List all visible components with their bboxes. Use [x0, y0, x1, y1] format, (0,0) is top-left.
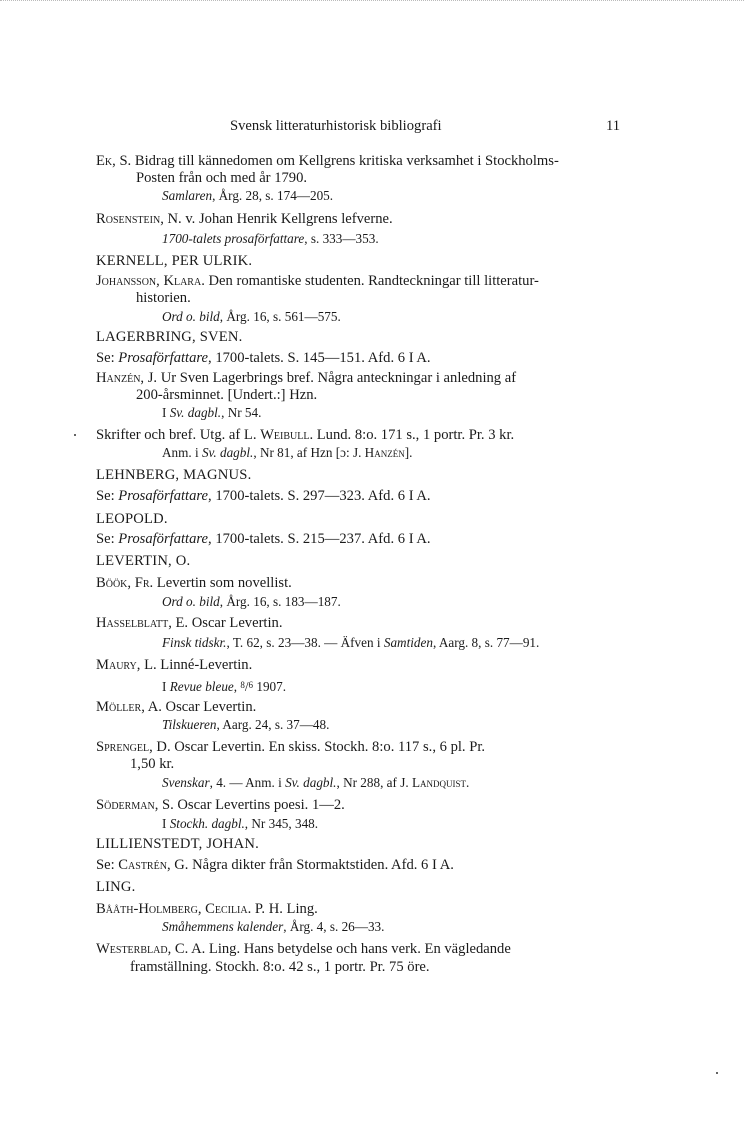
entry-book: Böök, Fr. Levertin som novellist. [96, 575, 292, 591]
entry-westerblad: Westerblad, C. A. Ling. Hans betydelse och hans verk. En vägledande [96, 941, 511, 957]
entry-sprengel: Sprengel, D. Oscar Levertin. En skiss. Stockh. 8:o. 117 s., 6 pl. Pr. [96, 739, 486, 755]
entry-sprengel-review: Svenskar, 4. — Anm. i Sv. dagbl., Nr 288, af J. Landquist. [162, 775, 470, 790]
heading-lillienstedt: LILLIENSTEDT, JOHAN. [96, 836, 260, 852]
entry-baath-holmberg: Bååth-Holmberg, Cecilia. P. H. Ling. [96, 901, 318, 917]
entry-book-source: Ord o. bild, Årg. 16, s. 183—187. [162, 594, 341, 609]
entry-hasselblatt-source: Finsk tidskr., T. 62, s. 23—38. — Äfven i Samtiden, Aarg. 8, s. 77—91. [162, 635, 540, 650]
entry-hanzen-cont: 200-årsminnet. [Undert.:] Hzn. [136, 387, 318, 403]
entry-ek-cont: Posten från och med år 1790. [136, 170, 308, 186]
entry-moller-source: Tilskueren, Aarg. 24, s. 37—48. [162, 717, 330, 732]
heading-leopold: LEOPOLD. [96, 511, 168, 527]
entry-baath-holmberg-source: Småhemmens kalender, Årg. 4, s. 26—33. [162, 919, 385, 934]
entry-maury: Maury, L. Linné-Levertin. [96, 657, 253, 673]
entry-lillienstedt-see: Se: Castrén, G. Några dikter från Stormaktstiden. Afd. 6 I A. [96, 857, 454, 873]
heading-kernell: KERNELL, PER ULRIK. [96, 253, 253, 269]
entry-soderman: Söderman, S. Oscar Levertins poesi. 1—2. [96, 797, 345, 813]
entry-maury-source: I Revue bleue, $^8$/$^6$ 1907. [162, 679, 287, 694]
entry-rosenstein-source: 1700-talets prosaförfattare, s. 333—353. [162, 231, 379, 246]
heading-levertin: LEVERTIN, O. [96, 553, 191, 569]
entry-hanzen: Hanzén, J. Ur Sven Lagerbrings bref. Några anteckningar i anledning af [96, 370, 517, 386]
entry-skrifter-review: Anm. i Sv. dagbl., Nr 81, af Hzn [ɔ: J. Hanzén]. [162, 445, 413, 460]
entry-ek-source: Samlaren, Årg. 28, s. 174—205. [162, 188, 334, 203]
entry-hanzen-source: I Sv. dagbl., Nr 54. [162, 405, 262, 420]
scan-speck [74, 434, 76, 436]
scan-speck [716, 1072, 718, 1074]
entry-leopold-see: Se: Prosaförfattare, 1700-talets. S. 215—237. Afd. 6 I A. [96, 531, 431, 547]
entry-johansson-cont: historien. [136, 290, 191, 306]
entry-moller: Möller, A. Oscar Levertin. [96, 699, 257, 715]
heading-lagerbring: LAGERBRING, SVEN. [96, 329, 243, 345]
entry-westerblad-cont: framställning. Stockh. 8:o. 42 s., 1 portr. Pr. 75 öre. [130, 959, 430, 975]
entry-johansson: Johansson, Klara. Den romantiske studenten. Randteckningar till litteratur- [96, 273, 539, 289]
heading-lehnberg: LEHNBERG, MAGNUS. [96, 467, 252, 483]
entry-rosenstein: Rosenstein, N. v. Johan Henrik Kellgrens lefverne. [96, 211, 393, 227]
page-number: 11 [606, 118, 621, 134]
entry-lagerbring-see: Se: Prosaförfattare, 1700-talets. S. 145—151. Afd. 6 I A. [96, 350, 431, 366]
heading-ling: LING. [96, 879, 136, 895]
entry-johansson-source: Ord o. bild, Årg. 16, s. 561—575. [162, 309, 341, 324]
top-scan-edge [0, 0, 744, 2]
entry-ek: Ek, S. Bidrag till kännedomen om Kellgrens kritiska verksamhet i Stockholms- [96, 153, 559, 169]
entry-sprengel-cont: 1,50 kr. [130, 756, 175, 772]
entry-lehnberg-see: Se: Prosaförfattare, 1700-talets. S. 297—323. Afd. 6 I A. [96, 488, 431, 504]
entry-skrifter: Skrifter och bref. Utg. af L. Weibull. Lund. 8:o. 171 s., 1 portr. Pr. 3 kr. [96, 427, 515, 443]
running-header-title: Svensk litteraturhistorisk bibliografi [230, 118, 442, 134]
entry-hasselblatt: Hasselblatt, E. Oscar Levertin. [96, 615, 283, 631]
entry-soderman-source: I Stockh. dagbl., Nr 345, 348. [162, 816, 319, 831]
